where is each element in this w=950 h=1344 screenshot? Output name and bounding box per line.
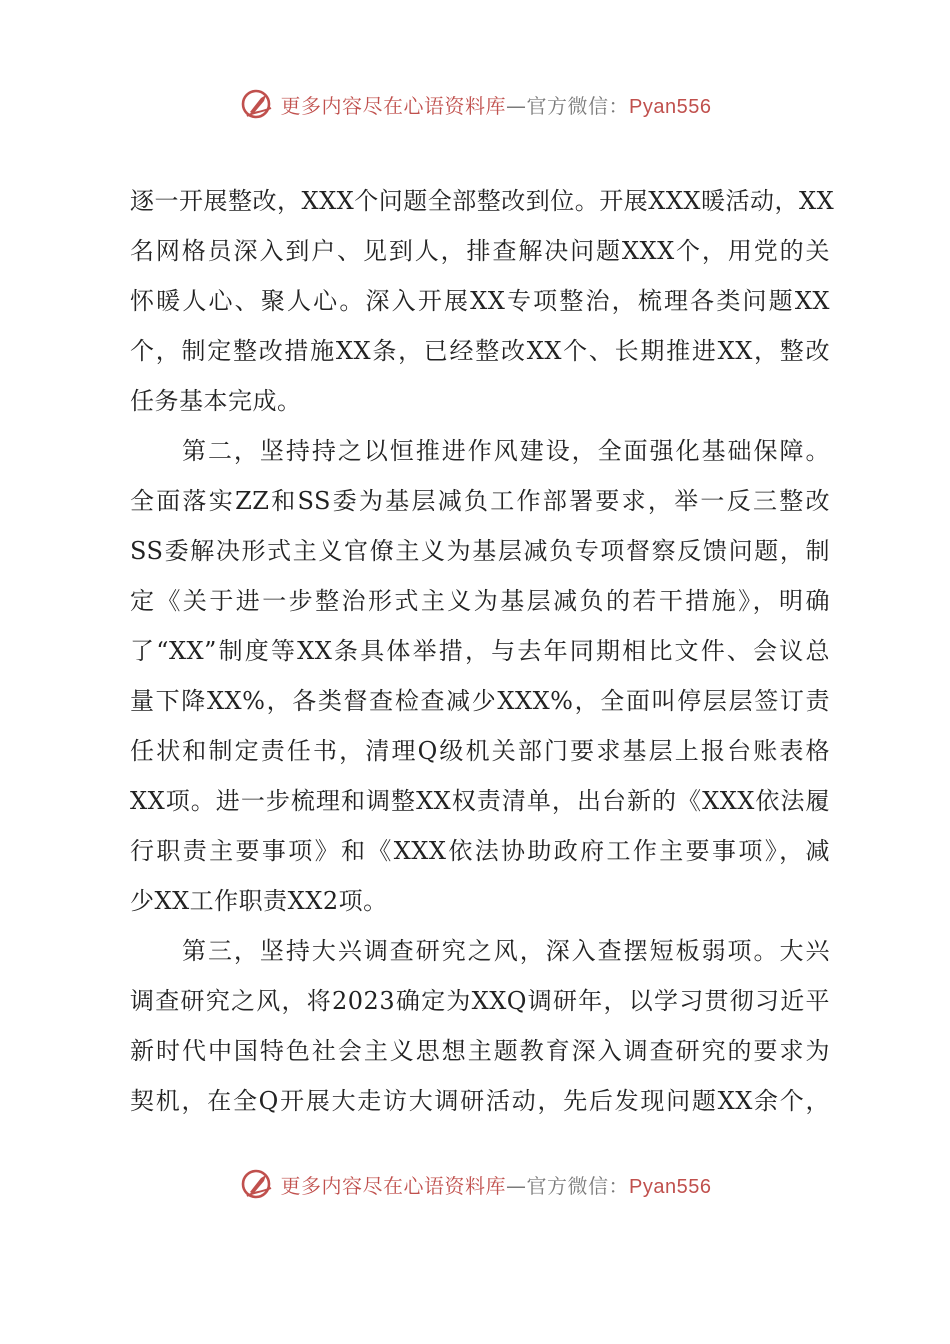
text-line: 第三，坚持大兴调查研究之风，深入查摆短板弱项。大兴 [130,937,830,965]
watermark-suffix: 官方微信： [526,1173,630,1198]
watermark-prefix: 更多内容尽在心语资料库 [280,93,507,118]
text-line: 调查研究之风，将2023确定为XXQ调研年，以学习贯彻习近平 [130,987,830,1015]
text-line: 第二，坚持持之以恒推进作风建设，全面强化基础保障。 [130,437,830,465]
text-line: 逐一开展整改，XXX个问题全部整改到位。开展XXX暖活动，XX [130,187,835,215]
text-line: 名网格员深入到户、见到人，排查解决问题XXX个，用党的关 [130,237,830,265]
text-line: 契机，在全Q开展大走访大调研活动，先后发现问题XX余个， [130,1087,830,1115]
pen-nib-logo-icon [239,1166,277,1202]
watermark-footer [0,1164,950,1204]
text-line: XX项。进一步梳理和调整XX权责清单，出台新的《XXX依法履 [130,787,830,815]
watermark-wechat-id: Pyan556 [629,1175,712,1198]
text-line: 行职责主要事项》和《XXX依法协助政府工作主要事项》，减 [130,837,830,865]
watermark-suffix: 官方微信： [526,93,630,118]
document-body [130,176,835,1126]
text-line: 新时代中国特色社会主义思想主题教育深入调查研究的要求为 [130,1037,830,1065]
text-line: SS委解决形式主义官僚主义为基层减负专项督察反馈问题，制 [130,537,830,565]
text-line: 任务基本完成。 [130,387,302,415]
watermark-text [281,1170,712,1199]
text-line: 了“XX”制度等XX条具体举措，与去年同期相比文件、会议总 [130,637,830,665]
watermark-wechat-id: Pyan556 [629,95,712,118]
text-line: 任状和制定责任书，清理Q级机关部门要求基层上报台账表格 [130,737,830,765]
text-line: 定《关于进一步整治形式主义为基层减负的若干措施》，明确 [130,587,830,615]
watermark-dash: — [506,93,527,118]
watermark-prefix: 更多内容尽在心语资料库 [280,1173,507,1198]
text-line: 少XX工作职责XX2项。 [130,887,388,915]
text-line: 全面落实ZZ和SS委为基层减负工作部署要求，举一反三整改 [130,487,830,515]
pen-nib-logo-icon [239,86,277,122]
text-line: 个，制定整改措施XX条，已经整改XX个、长期推进XX，整改 [130,337,830,365]
watermark-header [0,84,950,124]
watermark-text [281,90,712,119]
text-line: 量下降XX%，各类督查检查减少XXX%，全面叫停层层签订责 [130,687,830,715]
text-line: 怀暖人心、聚人心。深入开展XX专项整治，梳理各类问题XX [130,287,830,315]
watermark-dash: — [506,1173,527,1198]
